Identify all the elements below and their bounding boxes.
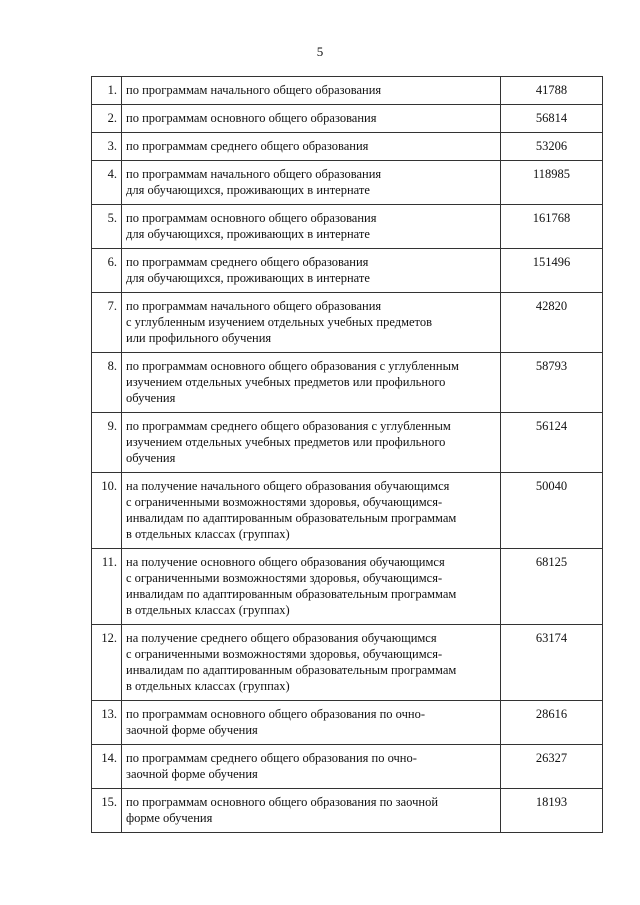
description-line: с ограниченными возможностями здоровья, обучающимся- [126,495,443,509]
row-number: 14. [92,745,122,789]
description-line: форме обучения [126,811,213,825]
row-number: 6. [92,249,122,293]
description-line: по программам основного общего образования [126,111,377,125]
table-row [92,161,603,205]
row-value: 26327 [501,745,603,789]
description-line: по программам среднего общего образования по очно- [126,751,417,765]
description-line: заочной форме обучения [126,767,258,781]
row-value: 68125 [501,549,603,625]
table-row [92,205,603,249]
row-value: 41788 [501,77,603,105]
row-number: 11. [92,549,122,625]
description-line: с ограниченными возможностями здоровья, обучающимся- [126,571,443,585]
description-line: для обучающихся, проживающих в интернате [126,183,370,197]
description-line: обучения [126,451,176,465]
description-line: на получение среднего общего образования обучающимся [126,631,437,645]
row-number: 10. [92,473,122,549]
description-line: по программам основного общего образования по заочной [126,795,439,809]
row-value: 50040 [501,473,603,549]
row-number: 12. [92,625,122,701]
row-description [122,413,501,473]
description-line: для обучающихся, проживающих в интернате [126,227,370,241]
row-number: 1. [92,77,122,105]
table-row [92,413,603,473]
table-row [92,353,603,413]
row-description [122,293,501,353]
row-description [122,105,501,133]
table-row [92,745,603,789]
table-row [92,701,603,745]
row-description [122,353,501,413]
table-row [92,77,603,105]
row-number: 13. [92,701,122,745]
description-line: по программам основного общего образования с углубленным [126,359,459,373]
row-number: 2. [92,105,122,133]
row-value: 161768 [501,205,603,249]
table-row [92,293,603,353]
table-row [92,249,603,293]
row-description [122,133,501,161]
description-line: в отдельных классах (группах) [126,603,290,617]
row-description [122,205,501,249]
row-number: 5. [92,205,122,249]
table-row [92,105,603,133]
description-line: по программам основного общего образования [126,211,377,225]
page-number: 5 [316,44,324,59]
row-value: 28616 [501,701,603,745]
description-line: с ограниченными возможностями здоровья, обучающимся- [126,647,443,661]
norms-table-body [92,77,603,833]
row-description [122,625,501,701]
description-line: по программам основного общего образования по очно- [126,707,425,721]
row-number: 15. [92,789,122,833]
description-line: для обучающихся, проживающих в интернате [126,271,370,285]
row-description [122,701,501,745]
description-line: обучения [126,391,176,405]
description-line: с углубленным изучением отдельных учебных предметов [126,315,432,329]
description-line: на получение основного общего образования обучающимся [126,555,445,569]
table-row [92,549,603,625]
description-line: инвалидам по адаптированным образовательным программам [126,511,457,525]
row-number: 9. [92,413,122,473]
description-line: изучением отдельных учебных предметов или профильного [126,435,446,449]
description-line: по программам начального общего образования [126,299,382,313]
row-number: 3. [92,133,122,161]
description-line: на получение начального общего образования обучающимся [126,479,450,493]
row-description [122,549,501,625]
row-value: 53206 [501,133,603,161]
row-description [122,473,501,549]
description-line: инвалидам по адаптированным образовательным программам [126,663,457,677]
row-description [122,789,501,833]
table-row [92,473,603,549]
description-line: инвалидам по адаптированным образовательным программам [126,587,457,601]
norms-table [91,76,603,833]
description-line: по программам среднего общего образования [126,255,369,269]
description-line: по программам начального общего образования [126,83,382,97]
row-number: 4. [92,161,122,205]
description-line: в отдельных классах (группах) [126,679,290,693]
row-value: 118985 [501,161,603,205]
row-value: 56814 [501,105,603,133]
description-line: изучением отдельных учебных предметов или профильного [126,375,446,389]
row-description [122,161,501,205]
table-row [92,133,603,161]
row-value: 42820 [501,293,603,353]
description-line: по программам среднего общего образования [126,139,369,153]
description-line: заочной форме обучения [126,723,258,737]
table-row [92,789,603,833]
description-line: по программам среднего общего образования с углубленным [126,419,451,433]
row-value: 58793 [501,353,603,413]
row-value: 151496 [501,249,603,293]
row-value: 63174 [501,625,603,701]
row-value: 56124 [501,413,603,473]
description-line: по программам начального общего образования [126,167,382,181]
row-number: 7. [92,293,122,353]
row-number: 8. [92,353,122,413]
row-description [122,745,501,789]
table-row [92,625,603,701]
description-line: в отдельных классах (группах) [126,527,290,541]
description-line: или профильного обучения [126,331,272,345]
row-value: 18193 [501,789,603,833]
row-description [122,77,501,105]
row-description [122,249,501,293]
